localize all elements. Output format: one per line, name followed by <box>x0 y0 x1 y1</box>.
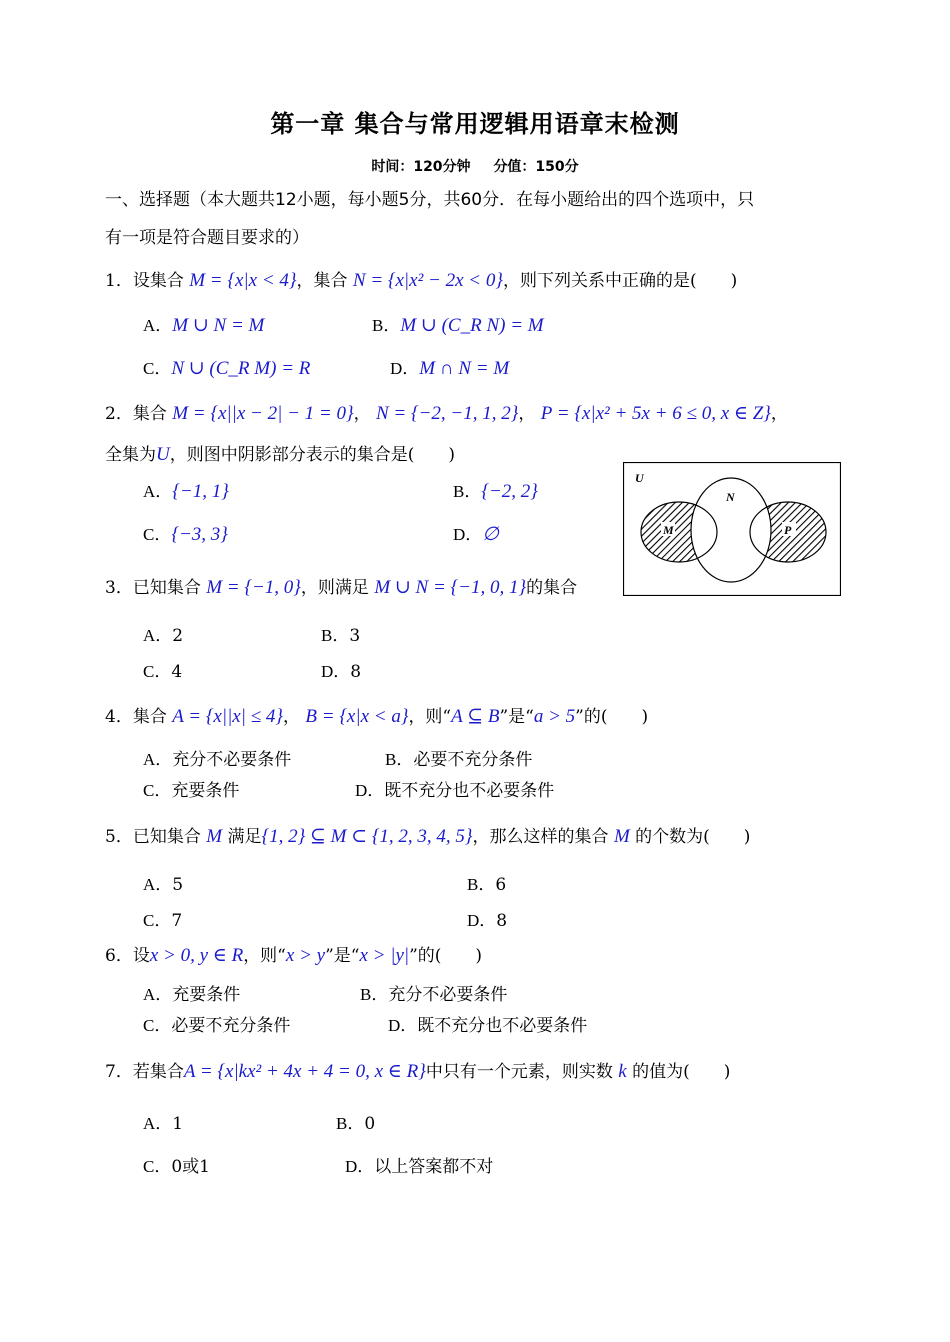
option-text: {−1, 1} <box>172 481 229 502</box>
option-label: A． <box>143 316 173 335</box>
question-6-stem <box>105 944 482 968</box>
venn-label-p: P <box>784 523 792 537</box>
math-expression: N = {−2, −1, 1, 2} <box>376 403 519 424</box>
option-d <box>453 523 499 547</box>
option-b <box>385 748 532 772</box>
option-d <box>321 660 361 684</box>
stem-text: 设集合 <box>132 271 184 291</box>
stem-text: 的个数为( ) <box>635 827 751 847</box>
option-b <box>360 983 507 1007</box>
stem-text: 设 <box>132 946 150 966</box>
option-a <box>143 480 229 504</box>
option-text: {−3, 3} <box>171 524 228 545</box>
stem-text: ，则图中阴影部分表示的集合是( ) <box>169 445 455 465</box>
option-text: 1 <box>172 1114 184 1134</box>
option-text: 既不充分也不必要条件 <box>384 781 555 801</box>
section-heading-line2: 有一项是符合题目要求的） <box>105 228 309 248</box>
option-d <box>355 779 554 803</box>
question-number: 4． <box>105 707 133 727</box>
option-label: D． <box>467 911 497 930</box>
question-number: 1． <box>105 271 133 291</box>
question-7-stem <box>105 1060 730 1084</box>
question-number: 3． <box>105 578 133 598</box>
exam-time: 时间：120分钟 <box>371 159 471 175</box>
venn-label-u: U <box>635 471 644 485</box>
math-expression: P = {x|x² + 5x + 6 ≤ 0, x ∈ Z} <box>540 403 771 424</box>
math-expression: M = {−1, 0} <box>206 577 301 598</box>
venn-diagram <box>623 462 841 596</box>
stem-text: ”是“ <box>499 707 534 727</box>
question-4-stem <box>105 705 648 729</box>
math-expression: M <box>613 826 630 847</box>
option-a <box>143 314 264 338</box>
math-expression: A = {x||x| ≤ 4} <box>172 706 283 727</box>
stem-text: ，则“ <box>243 946 286 966</box>
option-label: C． <box>143 359 172 378</box>
section-heading-line1: 一、选择题（本大题共12小题，每小题5分，共60分．在每小题给出的四个选项中，只 <box>105 190 755 210</box>
math-expression: M ∪ N = {−1, 0, 1} <box>374 577 527 598</box>
option-text: 0 <box>364 1114 376 1134</box>
stem-text: 满足 <box>227 827 262 847</box>
stem-text: ， <box>282 707 300 727</box>
option-text: 充要条件 <box>172 985 241 1005</box>
stem-text: 集合 <box>132 404 167 424</box>
option-a <box>143 748 291 772</box>
option-text: 7 <box>171 911 183 931</box>
option-label: B． <box>336 1114 365 1133</box>
stem-text: ，则“ <box>408 707 452 727</box>
option-label: B． <box>360 985 389 1004</box>
math-expression: x > y <box>285 945 326 966</box>
option-text: 充分不必要条件 <box>388 985 508 1005</box>
stem-text: ， <box>353 404 371 424</box>
option-text: 既不充分也不必要条件 <box>417 1016 588 1036</box>
math-expression: M <box>206 826 223 847</box>
option-a <box>143 873 183 897</box>
option-b <box>372 314 544 338</box>
option-label: C． <box>143 1016 172 1035</box>
option-label: D． <box>388 1016 418 1035</box>
stem-text: ”的( ) <box>409 946 483 966</box>
option-c <box>143 1155 210 1179</box>
option-label: C． <box>143 911 172 930</box>
stem-text: ，则下列关系中正确的是( ) <box>502 271 738 291</box>
option-text: N ∪ (C_R M) = R <box>171 358 311 379</box>
page-title: 第一章 集合与常用逻辑用语章末检测 <box>270 110 680 138</box>
math-expression: A = {x|kx² + 4x + 4 = 0, x ∈ R} <box>183 1061 426 1082</box>
venn-label-m: M <box>663 523 674 537</box>
option-label: D． <box>321 662 351 681</box>
option-text: 必要不充分条件 <box>413 750 533 770</box>
option-label: C． <box>143 662 172 681</box>
stem-text: 集合 <box>132 707 167 727</box>
option-b <box>467 873 506 897</box>
option-label: C． <box>143 1157 172 1176</box>
option-label: B． <box>372 316 401 335</box>
option-text: 充分不必要条件 <box>172 750 292 770</box>
question-number: 7． <box>105 1062 133 1082</box>
math-expression: A ⊆ B <box>451 706 500 727</box>
option-c <box>143 779 239 803</box>
question-2-stem-line2 <box>105 443 455 467</box>
option-text: 5 <box>172 875 184 895</box>
exam-info <box>0 156 950 176</box>
question-number: 6． <box>105 946 133 966</box>
option-text: M ∪ N = M <box>172 315 265 336</box>
math-expression: B = {x|x < a} <box>305 706 409 727</box>
option-label: D． <box>355 781 385 800</box>
question-number: 2． <box>105 404 133 424</box>
option-d <box>390 357 509 381</box>
option-b <box>321 624 360 648</box>
option-label: A． <box>143 626 173 645</box>
option-text: 8 <box>350 662 362 682</box>
option-label: A． <box>143 875 173 894</box>
stem-text: ”的( ) <box>575 707 649 727</box>
option-text: M ∩ N = M <box>419 358 510 379</box>
option-b <box>336 1112 375 1136</box>
stem-text: ，集合 <box>296 271 348 291</box>
option-text: {−2, 2} <box>481 481 538 502</box>
option-a <box>143 1112 183 1136</box>
option-a <box>143 983 240 1007</box>
option-c <box>143 523 228 547</box>
option-text: ∅ <box>482 524 499 545</box>
stem-text: 的值为( ) <box>632 1062 731 1082</box>
option-text: 2 <box>172 626 184 646</box>
stem-text: 的集合 <box>526 578 578 598</box>
option-text: 0或1 <box>171 1157 210 1177</box>
option-label: D． <box>390 359 420 378</box>
option-c <box>143 1014 290 1038</box>
question-1-stem <box>105 269 737 293</box>
option-label: C． <box>143 781 172 800</box>
stem-text: ， <box>770 404 788 424</box>
option-d <box>467 909 507 933</box>
option-label: C． <box>143 525 172 544</box>
option-d <box>345 1155 493 1179</box>
option-c <box>143 357 310 381</box>
stem-text: 已知集合 <box>132 578 201 598</box>
option-c <box>143 660 182 684</box>
exam-score: 分值：150分 <box>493 159 579 175</box>
stem-text: ”是“ <box>325 946 360 966</box>
option-b <box>453 480 538 504</box>
option-text: 8 <box>496 911 508 931</box>
stem-text: ，那么这样的集合 <box>472 827 609 847</box>
option-label: B． <box>385 750 414 769</box>
math-expression: M = {x||x − 2| − 1 = 0} <box>172 403 354 424</box>
stem-text: ， <box>518 404 536 424</box>
option-text: 6 <box>495 875 507 895</box>
stem-text: 已知集合 <box>132 827 201 847</box>
option-d <box>388 1014 587 1038</box>
option-c <box>143 909 182 933</box>
option-text: 必要不充分条件 <box>171 1016 291 1036</box>
question-2-stem <box>105 402 788 426</box>
math-expression: U <box>156 444 170 465</box>
math-expression: x > |y| <box>359 945 410 966</box>
math-expression: x > 0, y ∈ R <box>149 945 244 966</box>
option-text: 4 <box>171 662 183 682</box>
option-text: 3 <box>349 626 361 646</box>
question-number: 5． <box>105 827 133 847</box>
stem-text: ，则满足 <box>300 578 369 598</box>
option-label: D． <box>453 525 483 544</box>
option-label: A． <box>143 985 173 1004</box>
question-5-stem <box>105 825 750 849</box>
stem-text: 中只有一个元素，则实数 <box>425 1062 613 1082</box>
option-label: A． <box>143 750 173 769</box>
option-label: B． <box>453 482 482 501</box>
math-expression: {1, 2} ⊆ M ⊂ {1, 2, 3, 4, 5} <box>261 826 473 847</box>
option-label: A． <box>143 1114 173 1133</box>
option-label: B． <box>321 626 350 645</box>
option-text: 充要条件 <box>171 781 240 801</box>
math-expression: N = {x|x² − 2x < 0} <box>352 270 503 291</box>
math-expression: M = {x|x < 4} <box>189 270 297 291</box>
option-label: D． <box>345 1157 375 1176</box>
option-text: 以上答案都不对 <box>374 1157 494 1177</box>
stem-text: 若集合 <box>132 1062 184 1082</box>
option-a <box>143 624 183 648</box>
option-label: A． <box>143 482 173 501</box>
venn-label-n: N <box>726 490 735 504</box>
question-3-stem <box>105 576 577 600</box>
math-expression: a > 5 <box>533 706 576 727</box>
math-expression: k <box>618 1061 627 1082</box>
option-text: M ∪ (C_R N) = M <box>400 315 544 336</box>
option-label: B． <box>467 875 496 894</box>
stem-text: 全集为 <box>105 445 156 465</box>
